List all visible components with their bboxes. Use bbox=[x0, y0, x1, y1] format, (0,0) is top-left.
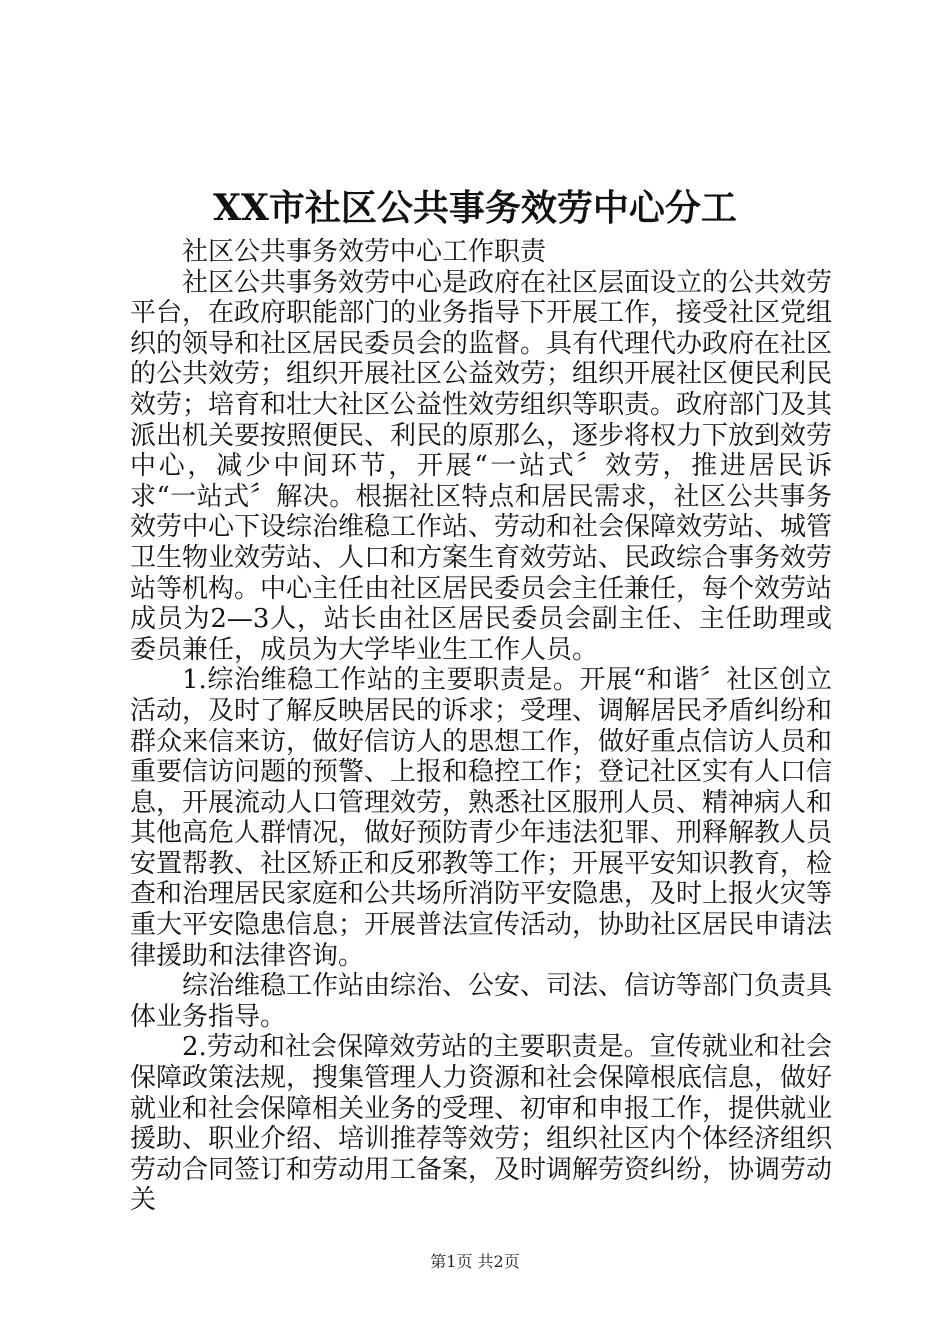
page-number-label: 第1页 共2页 bbox=[430, 1252, 520, 1271]
document-title: XX市社区公共事务效劳中心分工 bbox=[213, 187, 737, 229]
duty-paragraph-1: 1.综治维稳工作站的主要职责是。开展“和谐〞社区创立活动，及时了解反映居民的诉求；受理、调解居民矛盾纠纷和群众来信来访，做好信访人的思想工作，做好重点信访人员和重要信访问题的预警、上报和稳控工作；登记社区实有人口信息，开展流动人口管理效劳，熟悉社区服刑人员、精神病人和其他高危人群情况，做好预防青少年违法犯罪、刑释解教人员安置帮教、社区矫正和反邪教等工作；开展平安知识教育，检查和治理居民家庭和公共场所消防平安隐患，及时上报火灾等重大平安隐患信息；开展普法宣传活动，协助社区居民申请法律援助和法律咨询。 bbox=[130, 665, 833, 971]
intro-paragraph: 社区公共事务效劳中心是政府在社区层面设立的公共效劳平台，在政府职能部门的业务指导下开展工作，接受社区党组织的领导和社区居民委员会的监督。具有代理代办政府在社区的公共效劳；组织开展社区公益效劳；组织开展社区便民利民效劳；培育和壮大社区公益性效劳组织等职责。政府部门及其派出机关要按照便民、利民的原那么，逐步将权力下放到效劳中心，减少中间环节，开展“一站式〞效劳，推进居民诉求“一站式〞解决。根据社区特点和居民需求，社区公共事务效劳中心下设综治维稳工作站、劳动和社会保障效劳站、城管卫生物业效劳站、人口和方案生育效劳站、民政综合事务效劳站等机构。中心主任由社区居民委员会主任兼任，每个效劳站成员为2—3人，站长由社区居民委员会副主任、主任助理或委员兼任，成员为大学毕业生工作人员。 bbox=[130, 267, 833, 665]
document-body bbox=[130, 237, 832, 1216]
page-footer bbox=[0, 1250, 950, 1274]
duty-paragraph-2: 2.劳动和社会保障效劳站的主要职责是。宣传就业和社会保障政策法规，搜集管理人力资源和社会保障根底信息，做好就业和社会保障相关业务的受理、初审和申报工作，提供就业援助、职业介绍、培训推荐等效劳；组织社区内个体经济组织劳动合同签订和劳动用工备案，及时调解劳资纠纷，协调劳动关 bbox=[130, 1032, 833, 1216]
section-heading-paragraph: 社区公共事务效劳中心工作职责 bbox=[182, 237, 547, 267]
guidance-paragraph: 综治维稳工作站由综治、公安、司法、信访等部门负责具体业务指导。 bbox=[130, 971, 833, 1032]
